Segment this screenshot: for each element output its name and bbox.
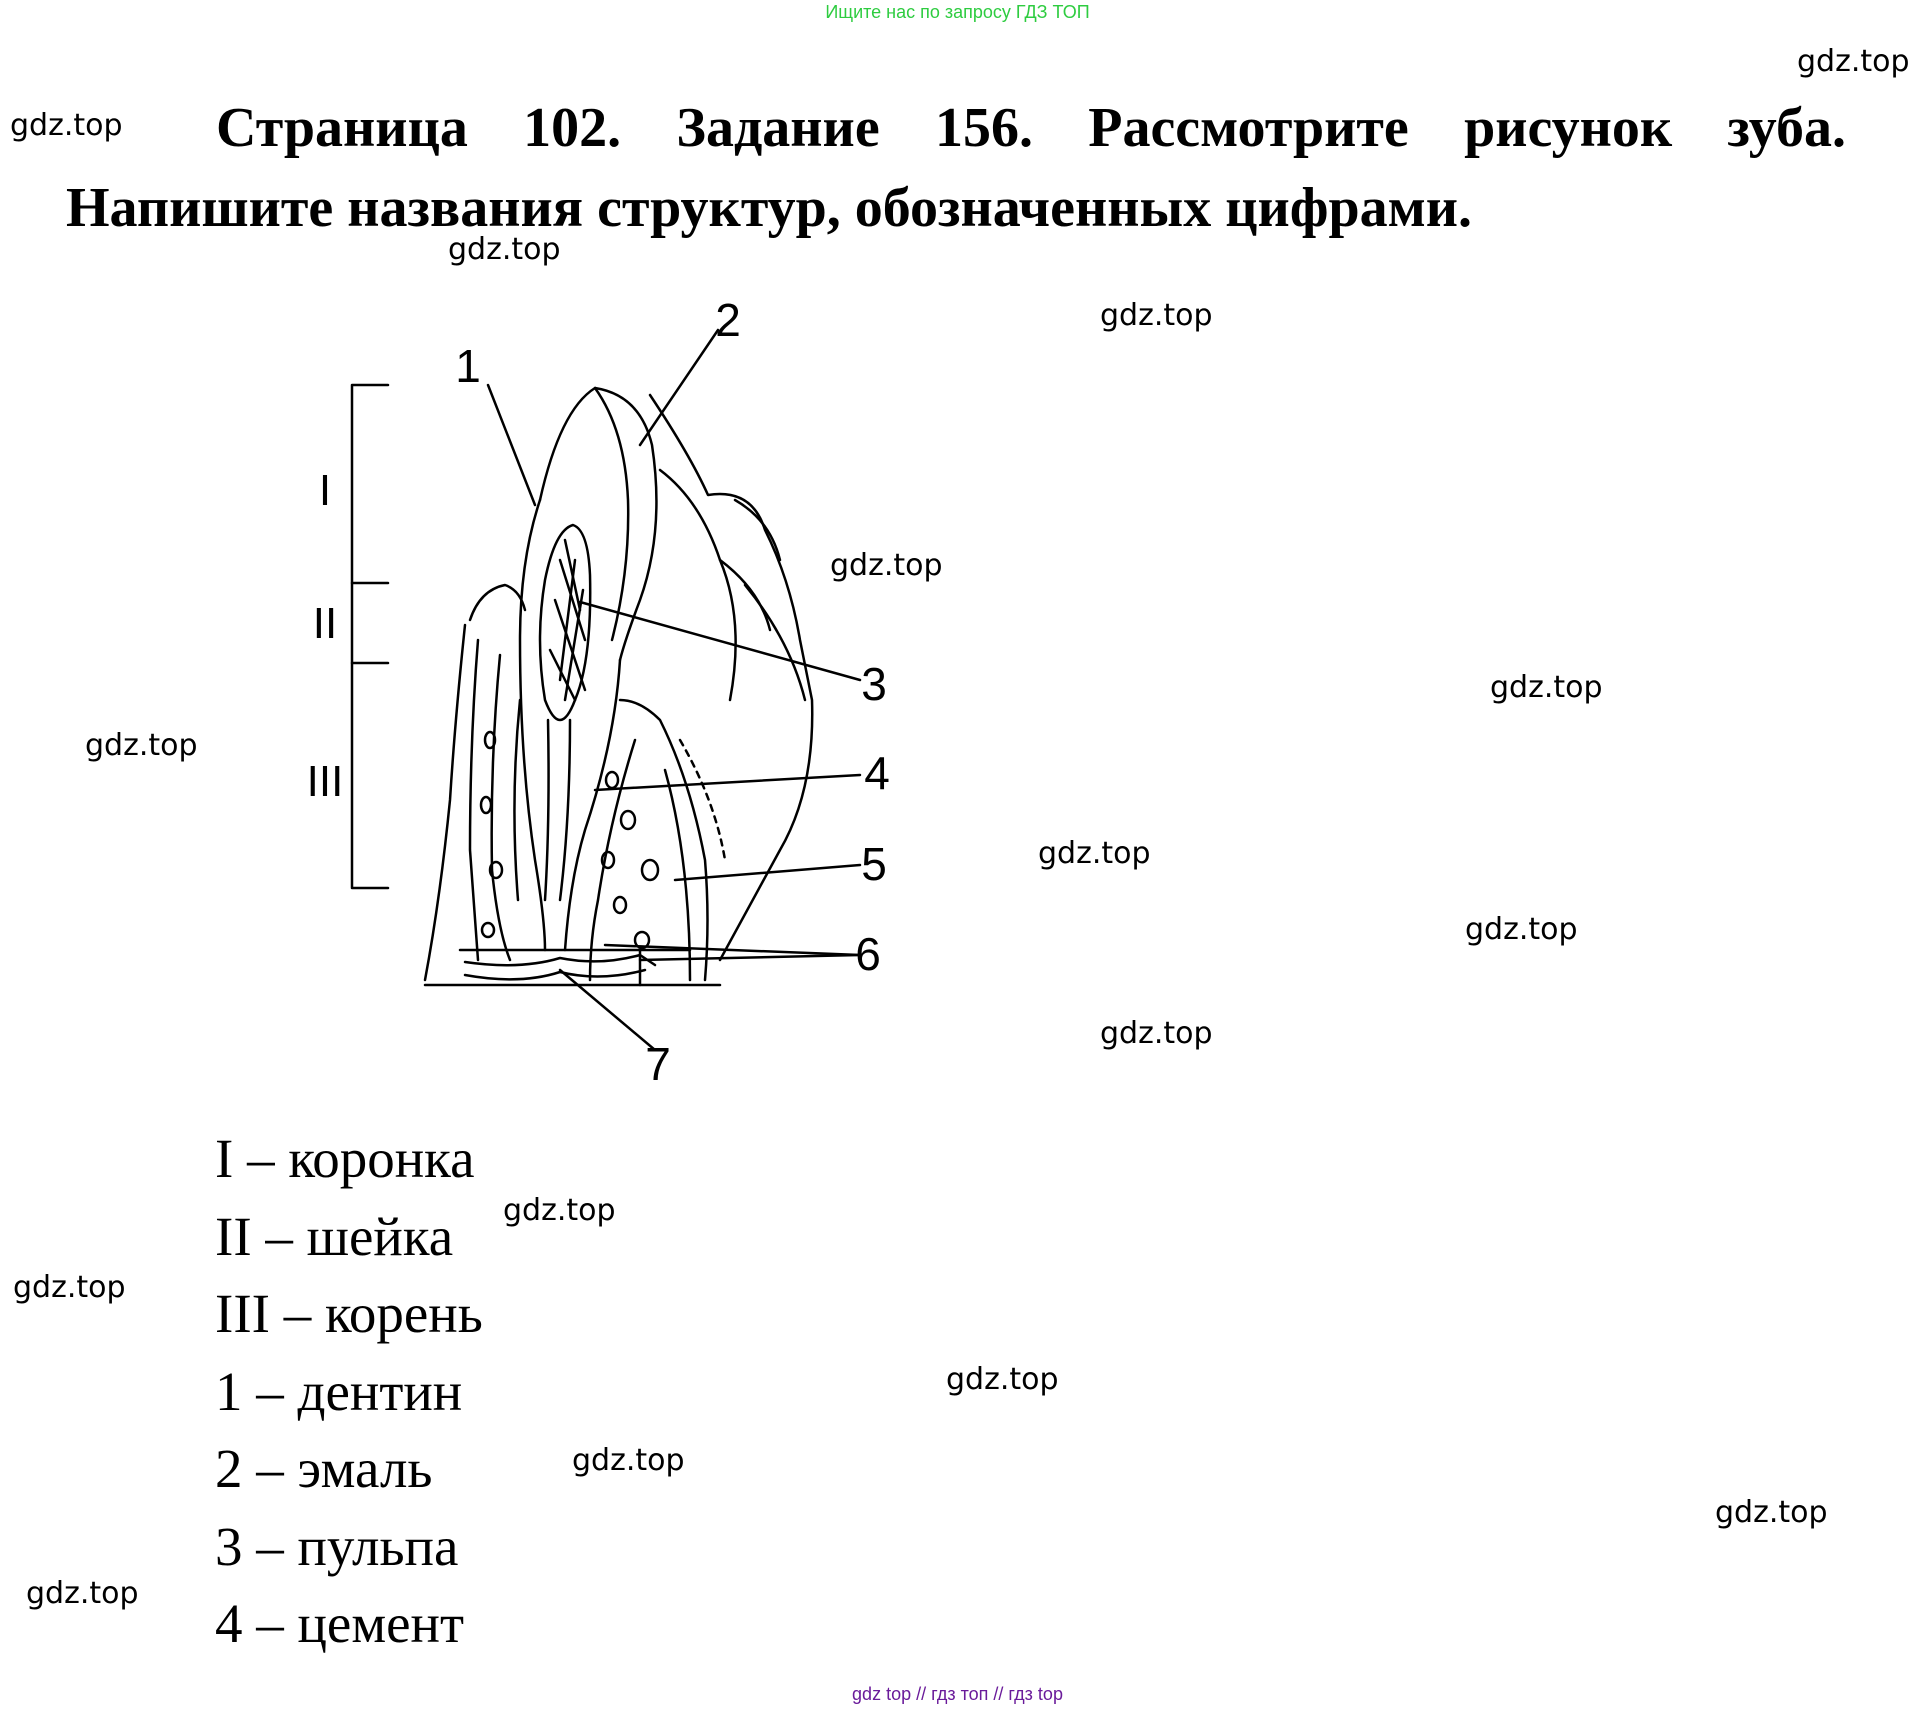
answer-cement: 4 – цемент <box>215 1593 465 1654</box>
watermark: gdz.top <box>1465 912 1578 947</box>
number-label-2: 2 <box>715 294 741 346</box>
watermark: gdz.top <box>1797 44 1910 79</box>
number-label-3: 3 <box>861 658 887 710</box>
page-title <box>66 88 1846 248</box>
answer-enamel: 2 – эмаль <box>215 1438 433 1499</box>
section-label-crown: I <box>318 466 332 515</box>
tooth-diagram <box>290 280 910 1100</box>
watermark: gdz.top <box>503 1193 616 1228</box>
number-label-1: 1 <box>455 340 481 392</box>
section-label-neck: II <box>312 599 338 648</box>
watermark: gdz.top <box>85 728 198 763</box>
watermark: gdz.top <box>1100 298 1213 333</box>
title-line-1: Страница 102. Задание 156. Рассмотрите рисунок зуба. <box>216 97 1846 159</box>
answer-dentin: 1 – дентин <box>215 1360 463 1422</box>
footer-links[interactable]: gdz top // гдз топ // гдз top <box>852 1684 1063 1704</box>
watermark: gdz.top <box>1100 1016 1213 1051</box>
watermark: gdz.top <box>572 1443 685 1478</box>
watermark: gdz.top <box>830 548 943 583</box>
watermark: gdz.top <box>1038 836 1151 871</box>
number-label-5: 5 <box>861 838 887 890</box>
title-line-2: Напишите названия структур, обозначенных цифрами. <box>66 177 1473 239</box>
top-banner: Ищите нас по запросу ГДЗ ТОП <box>825 2 1090 22</box>
number-label-7: 7 <box>645 1038 671 1090</box>
watermark: gdz.top <box>448 232 561 267</box>
answer-list <box>215 1120 483 1663</box>
answer-root: III – корень <box>215 1283 483 1344</box>
watermark: gdz.top <box>1715 1495 1828 1530</box>
watermark: gdz.top <box>946 1362 1059 1397</box>
watermark: gdz.top <box>10 108 123 143</box>
number-label-4: 4 <box>864 747 890 799</box>
number-label-6: 6 <box>855 928 881 980</box>
watermark: gdz.top <box>26 1576 139 1611</box>
answer-pulp: 3 – пульпа <box>215 1515 459 1577</box>
watermark: gdz.top <box>13 1270 126 1305</box>
answer-neck: II – шейка <box>215 1205 454 1267</box>
watermark: gdz.top <box>1490 670 1603 705</box>
section-label-root: III <box>306 757 344 806</box>
answer-crown: I – коронка <box>215 1128 475 1189</box>
